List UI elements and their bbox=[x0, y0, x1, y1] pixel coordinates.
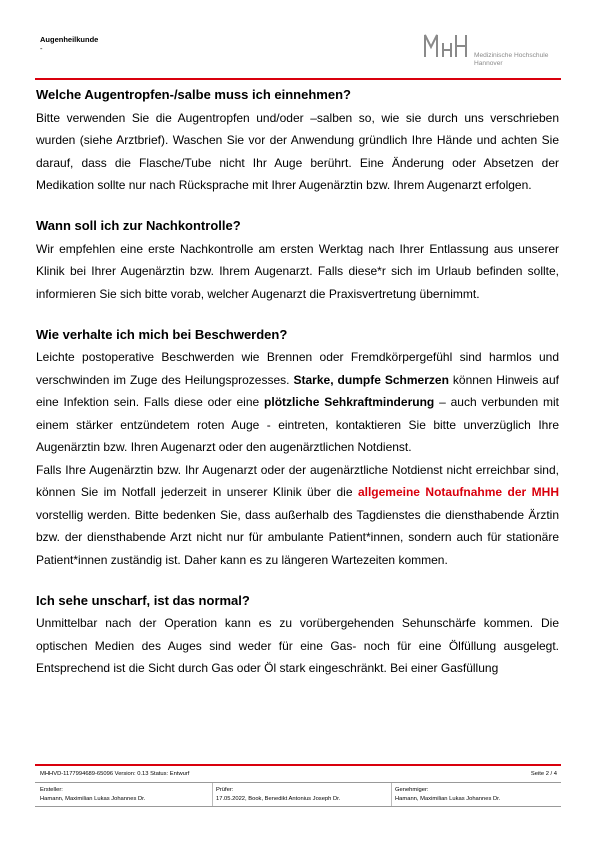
section-text-follow-up: Wir empfehlen eine erste Nachkontrolle am ersten Werktag nach Ihrer Entlassung aus unserer Klinik bei Ihrer Augenärztin bzw. Ihrem Augenarzt. Falls diese*r sich im Urlaub befinden sollte, informieren Sie sich bitte vorab, welcher Augenarzt die Praxisvertretung übernimmt. bbox=[36, 241, 559, 301]
footer-creator: Ersteller: Hamann, Maximilian Lukas Johannes Dr. bbox=[40, 787, 146, 802]
section-text-blurry-vision: Unmittelbar nach der Operation kann es zu vorübergehenden Sehunschärfe kommen. Die optischen Medien des Auges sind weder für eine Gas- noch für eine Ölfüllung ausgelegt. Entsprechend ist die Sicht durch Gas oder Öl stark eingeschränkt. Bei einer Gasfüllung bbox=[36, 616, 559, 675]
section-text-eye-drops: Bitte verwenden Sie die Augentropfen und/oder –salben so, wie sie durch uns verschrieben wurden (siehe Arztbrief). Waschen Sie vor der Anwendung gründlich Ihre Hände und achten Sie darauf, dass die Flasche/Tube nicht Ihr Auge berührt. Eine Änderung oder Absetzen der Medikation sollte nur nach Rücksprache mit Ihrer Augenärztin bzw. Ihrem Augenarzt erfolgen. bbox=[36, 110, 559, 192]
header-divider bbox=[35, 78, 561, 80]
footer-divider bbox=[35, 764, 561, 766]
department-dash: - bbox=[40, 44, 43, 53]
section-heading-complaints: Wie verhalte ich mich bei Beschwerden? bbox=[36, 326, 288, 342]
section-text-complaints-1: Leichte postoperative Beschwerden wie Brennen oder Fremdkörpergefühl sind harmlos und verschwinden im Zuge des Heilungsprozesses. Starke, dumpfe Schmerzen können Hinweis auf eine Infektion sein. Falls diese oder eine plötzliche Sehkraftminderung – auch verbunden mit einem stärker entzündetem roten Auge - eintreten, kontaktieren Sie bitte unverzüglich Ihre Augenärztin bzw. Ihren Augenarzt oder den augenärztlichen Notdienst. bbox=[36, 350, 560, 454]
emphasis-emergency: allgemeine Notaufnahme der MHH bbox=[357, 485, 559, 499]
footer-table-top-line bbox=[35, 782, 561, 783]
mhh-logo-mark-icon bbox=[424, 33, 470, 59]
section-heading-follow-up: Wann soll ich zur Nachkontrolle? bbox=[36, 218, 241, 233]
document-info: MHHVD-1177994689-65096 Version: 0.13 Status: Entwurf bbox=[40, 771, 190, 777]
mhh-logo bbox=[424, 33, 564, 71]
footer-approver: Genehmiger: Hamann, Maximilian Lukas Johannes Dr. bbox=[395, 787, 501, 802]
section-heading-blurry-vision: Ich sehe unscharf, ist das normal? bbox=[36, 592, 250, 608]
section-heading-eye-drops: Welche Augentropfen-/salbe muss ich einnehmen? bbox=[36, 87, 351, 102]
section-text-complaints-2: Falls Ihre Augenärztin bzw. Ihr Augenarzt oder der augenärztliche Notdienst nicht erreichbar sind, können Sie im Notfall jederzeit in unserer Klinik über die allgemeine Notaufnahme der MHH vorstellig werden. Bitte bedenken Sie, dass außerhalb des Tagdienstes die diensthabende Ärztin bzw. der diensthabende Arzt nicht nur für ambulante Patient*innen, sondern auch für stationäre Patient*innen zuständig ist. Daher kann es zu längeren Wartezeiten kommen. bbox=[36, 462, 559, 567]
emphasis-pain: Starke, dumpfe Schmerzen bbox=[293, 372, 449, 387]
logo-text-line1: Medizinische Hochschule bbox=[474, 52, 549, 59]
page-number: Seite 2 / 4 bbox=[530, 771, 557, 777]
footer-table-bottom-line bbox=[35, 806, 561, 807]
department-label: Augenheilkunde bbox=[40, 35, 99, 44]
document-body bbox=[36, 84, 559, 680]
logo-text-line2: Hannover bbox=[474, 60, 503, 67]
emphasis-vision-loss: plötzliche Sehkraftminderung bbox=[264, 395, 435, 409]
footer-reviewer: Prüfer: 17.05.2022, Book, Benedikt Antonius Joseph Dr. bbox=[216, 787, 341, 802]
